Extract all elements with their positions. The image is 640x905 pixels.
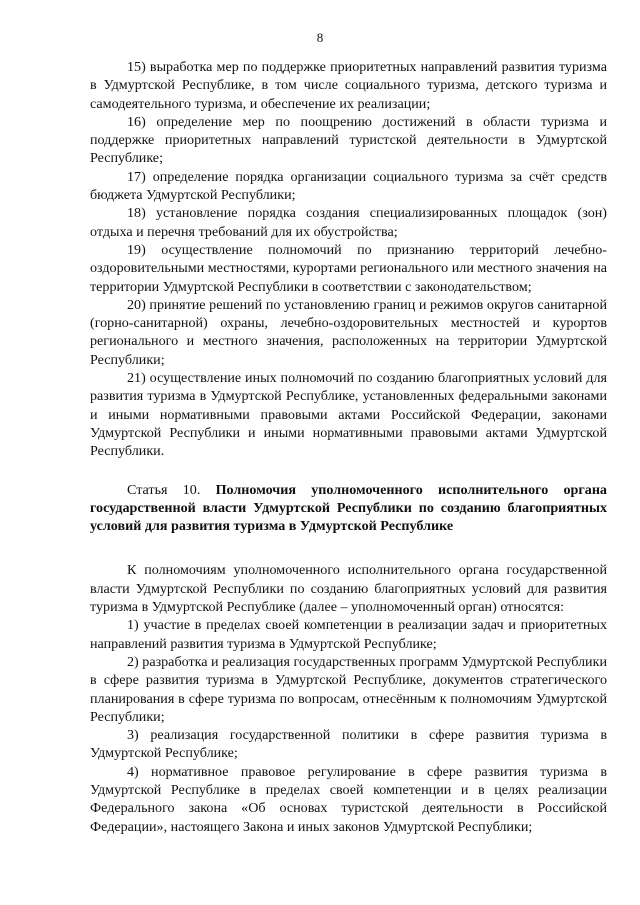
article-title: Полномочия уполномоченного исполнительного органа государственной власти Удмуртской Республики по созданию благоприятных условий для развития туризма в Удмуртской Республике (90, 481, 607, 535)
list-item: 3) реализация государственной политики в сфере развития туризма в Удмуртской Республике; (90, 727, 607, 762)
list-item: 17) определение порядка организации социального туризма за счёт средств бюджета Удмуртской Республики; (90, 168, 607, 204)
list-item: 15) выработка мер по поддержке приоритетных направлений развития туризма в Удмуртской Республике, в том числе социального туризма, детского туризма и самодеятельного туризма, и обеспечение их реализации; (90, 59, 607, 112)
article-label: Статья 10. (127, 481, 201, 498)
list-item: 18) установление порядка создания специализированных площадок (зон) отдыха и перечня требований для их обустройства; (90, 205, 607, 240)
list-item: 21) осуществление иных полномочий по созданию благоприятных условий для развития туризма в Удмуртской Республике, установленных федеральными законами и иными нормативными правовыми актами Российской Федерации, законами Удмуртской Республики и иными нормативными правовыми актами Удмуртской Республики. (90, 370, 607, 460)
article-intro: К полномочиям уполномоченного исполнительного органа государственной власти Удмуртской Республики по созданию благоприятных условий для развития туризма в Удмуртской Республике (далее – уполномоченный орган) относятся: (90, 562, 607, 616)
list-item: 1) участие в пределах своей компетенции в реализации задач и приоритетных направлений развития туризма в Удмуртской Республике; (90, 617, 607, 652)
article-heading (90, 481, 607, 536)
list-item: 2) разработка и реализация государственных программ Удмуртской Республики в сфере развития туризма в Удмуртской Республике, документов стратегического планирования в сфере туризма по вопросам, отнесённым к полномочиям Удмуртской Республики; (90, 653, 607, 725)
document-body (90, 58, 607, 836)
list-item: 4) нормативное правовое регулирование в сфере развития туризма в Удмуртской Республике в пределах своей компетенции и в целях реализации Федерального закона «Об основах туристской деятельности в Российской Федерации», настоящего Закона и иных законов Удмуртской Республики; (90, 763, 607, 835)
page-number: 8 (316, 30, 324, 45)
list-item: 20) принятие решений по установлению границ и режимов округов санитарной (горно-санитарной) охраны, лечебно-оздоровительных местностей и курортов регионального и местного значения, расположенных на территории Удмуртской Республики; (90, 296, 607, 368)
list-item: 16) определение мер по поощрению достижений в области туризма и поддержке приоритетных направлений туристской деятельности в Удмуртской Республике; (90, 113, 607, 167)
list-item: 19) осуществление полномочий по признанию территорий лечебно-оздоровительными местностями, курортами регионального или местного значения на территории Удмуртской Республики в соответствии с законодательством; (90, 241, 607, 295)
